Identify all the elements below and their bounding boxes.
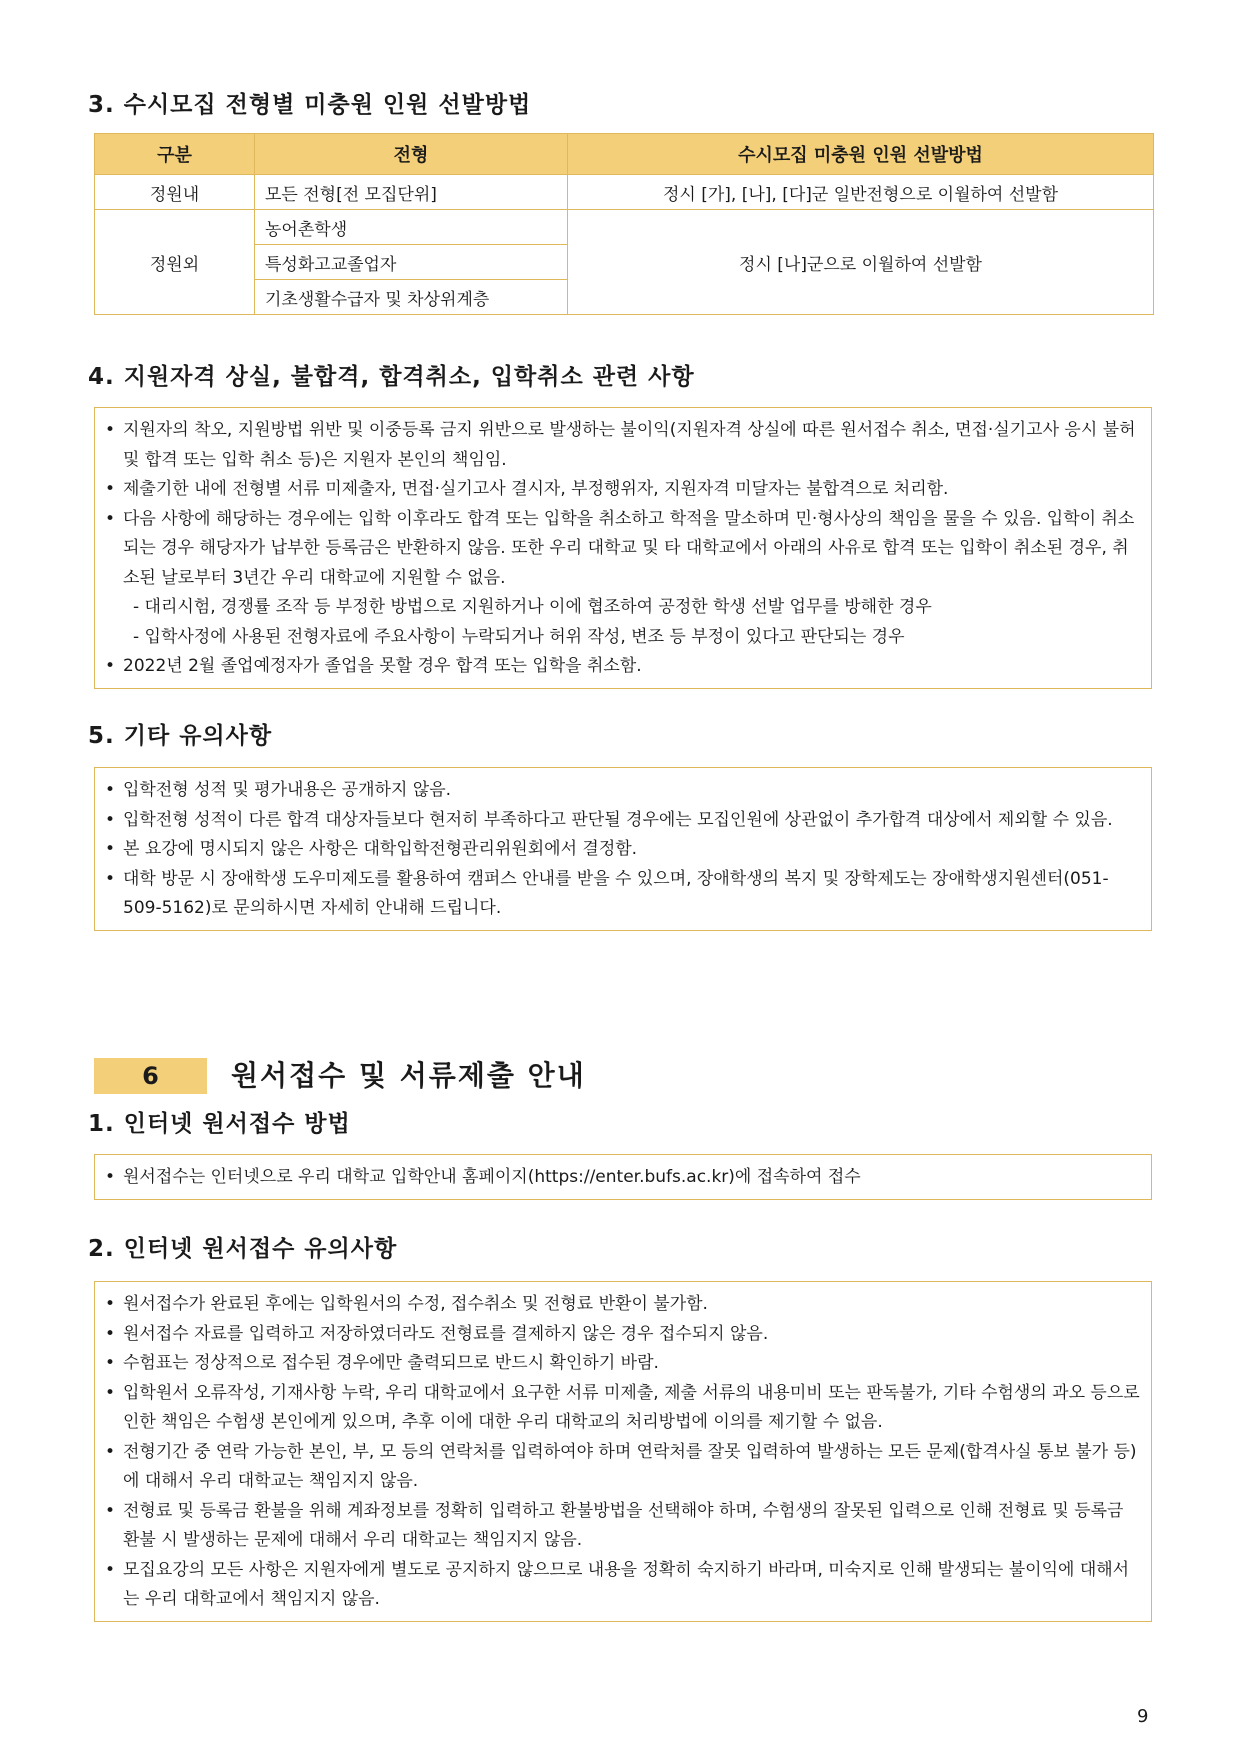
- section-number-badge: 6: [94, 1058, 207, 1094]
- list-item: • 입학원서 오류작성, 기재사항 누락, 우리 대학교에서 요구한 서류 미제출, 제출 서류의 내용미비 또는 판독불가, 기타 수험생의 과오 등으로 인한 책임은 수험생 본인에게 있으며, 추후 이에 대한 우리 대학교의 처리방법에 이의를 제기할 수 없음.: [105, 1379, 1141, 1438]
- section-4-box: [94, 407, 1152, 689]
- cell-type: 특성화고교졸업자: [255, 245, 568, 280]
- list-item: • 입학전형 성적 및 평가내용은 공개하지 않음.: [105, 776, 1141, 806]
- list-item: • 입학전형 성적이 다른 합격 대상자들보다 현저히 부족하다고 판단될 경우에는 모집인원에 상관없이 추가합격 대상에서 제외할 수 있음.: [105, 806, 1141, 836]
- list-item: • 본 요강에 명시되지 않은 사항은 대학입학전형관리위원회에서 결정함.: [105, 835, 1141, 865]
- section-5-heading: 5. 기타 유의사항: [88, 723, 273, 749]
- subsection-1-heading: 1. 인터넷 원서접수 방법: [88, 1111, 351, 1137]
- cell-type: 모든 전형[전 모집단위]: [255, 175, 568, 210]
- cell-category: 정원외: [95, 210, 255, 315]
- col-header-category: 구분: [95, 134, 255, 175]
- list-item: • 수험표는 정상적으로 접수된 경우에만 출력되므로 반드시 확인하기 바람.: [105, 1349, 1141, 1379]
- list-item: • 제출기한 내에 전형별 서류 미제출자, 면접·실기고사 결시자, 부정행위자, 지원자격 미달자는 불합격으로 처리함.: [105, 475, 1141, 505]
- sub-list-item: - 입학사정에 사용된 전형자료에 주요사항이 누락되거나 허위 작성, 변조 등 부정이 있다고 판단되는 경우: [133, 626, 905, 647]
- list-item: • 원서접수 자료를 입력하고 저장하였더라도 전형료를 결제하지 않은 경우 접수되지 않음.: [105, 1320, 1141, 1350]
- cell-method: 정시 [나]군으로 이월하여 선발함: [568, 210, 1154, 315]
- section-5-box: [94, 767, 1152, 931]
- cell-type: 농어촌학생: [255, 210, 568, 245]
- list-item: • 2022년 2월 졸업예정자가 졸업을 못할 경우 합격 또는 입학을 취소함.: [105, 652, 1141, 682]
- table-row: [95, 175, 1154, 210]
- list-item: • 전형기간 중 연락 가능한 본인, 부, 모 등의 연락처를 입력하여야 하며 연락처를 잘못 입력하여 발생하는 모든 문제(합격사실 통보 불가 등)에 대해서 우리 대학교는 책임지지 않음.: [105, 1438, 1141, 1497]
- subsection-2-heading: 2. 인터넷 원서접수 유의사항: [88, 1236, 398, 1262]
- cell-type: 기초생활수급자 및 차상위계층: [255, 280, 568, 315]
- table-header-row: [95, 134, 1154, 175]
- list-item: • 원서접수는 인터넷으로 우리 대학교 입학안내 홈페이지(https://enter.bufs.ac.kr)에 접속하여 접수: [105, 1163, 1141, 1193]
- subsection-1-box: [94, 1154, 1152, 1200]
- subsection-2-box: [94, 1281, 1152, 1622]
- col-header-method: 수시모집 미충원 인원 선발방법: [568, 134, 1154, 175]
- list-item: • 원서접수가 완료된 후에는 입학원서의 수정, 접수취소 및 전형료 반환이 불가함.: [105, 1290, 1141, 1320]
- selection-method-table: [94, 133, 1154, 315]
- col-header-type: 전형: [255, 134, 568, 175]
- cell-method: 정시 [가], [나], [다]군 일반전형으로 이월하여 선발함: [568, 175, 1154, 210]
- sub-list-item: - 대리시험, 경쟁률 조작 등 부정한 방법으로 지원하거나 이에 협조하여 공정한 학생 선발 업무를 방해한 경우: [133, 597, 932, 617]
- section-4-heading: 4. 지원자격 상실, 불합격, 합격취소, 입학취소 관련 사항: [88, 364, 695, 390]
- list-item: • 전형료 및 등록금 환불을 위해 계좌정보를 정확히 입력하고 환불방법을 선택해야 하며, 수험생의 잘못된 입력으로 인해 전형료 및 등록금 환불 시 발생하는 문제에 대해서 우리 대학교는 책임지지 않음.: [105, 1497, 1141, 1556]
- cell-category: 정원내: [95, 175, 255, 210]
- section-6-title: 원서접수 및 서류제출 안내: [231, 1059, 586, 1092]
- list-item: • 대학 방문 시 장애학생 도우미제도를 활용하여 캠퍼스 안내를 받을 수 있으며, 장애학생의 복지 및 장학제도는 장애학생지원센터(051-509-5162)로 문의하시면 자세히 안내해 드립니다.: [105, 865, 1141, 924]
- section-3-heading: 3. 수시모집 전형별 미충원 인원 선발방법: [88, 92, 532, 118]
- list-item: • 모집요강의 모든 사항은 지원자에게 별도로 공지하지 않으므로 내용을 정확히 숙지하기 바라며, 미숙지로 인해 발생되는 불이익에 대해서는 우리 대학교에서 책임지지 않음.: [105, 1556, 1141, 1615]
- list-item: • 지원자의 착오, 지원방법 위반 및 이중등록 금지 위반으로 발생하는 불이익(지원자격 상실에 따른 원서접수 취소, 면접·실기고사 응시 불허 및 합격 또는 입학 취소 등)은 지원자 본인의 책임임.: [105, 416, 1141, 475]
- table-row: [95, 210, 1154, 245]
- list-item: • 다음 사항에 해당하는 경우에는 입학 이후라도 합격 또는 입학을 취소하고 학적을 말소하며 민·형사상의 책임을 물을 수 있음. 입학이 취소되는 경우 해당자가 납부한 등록금은 반환하지 않음. 또한 우리 대학교 및 타 대학교에서 아래의 사유로 합격 또는 입학이 취소된 경우, 취소된 날로부터 3년간 우리 대학교에 지원할 수 없음.: [105, 505, 1141, 594]
- page-number: 9: [1137, 1706, 1149, 1727]
